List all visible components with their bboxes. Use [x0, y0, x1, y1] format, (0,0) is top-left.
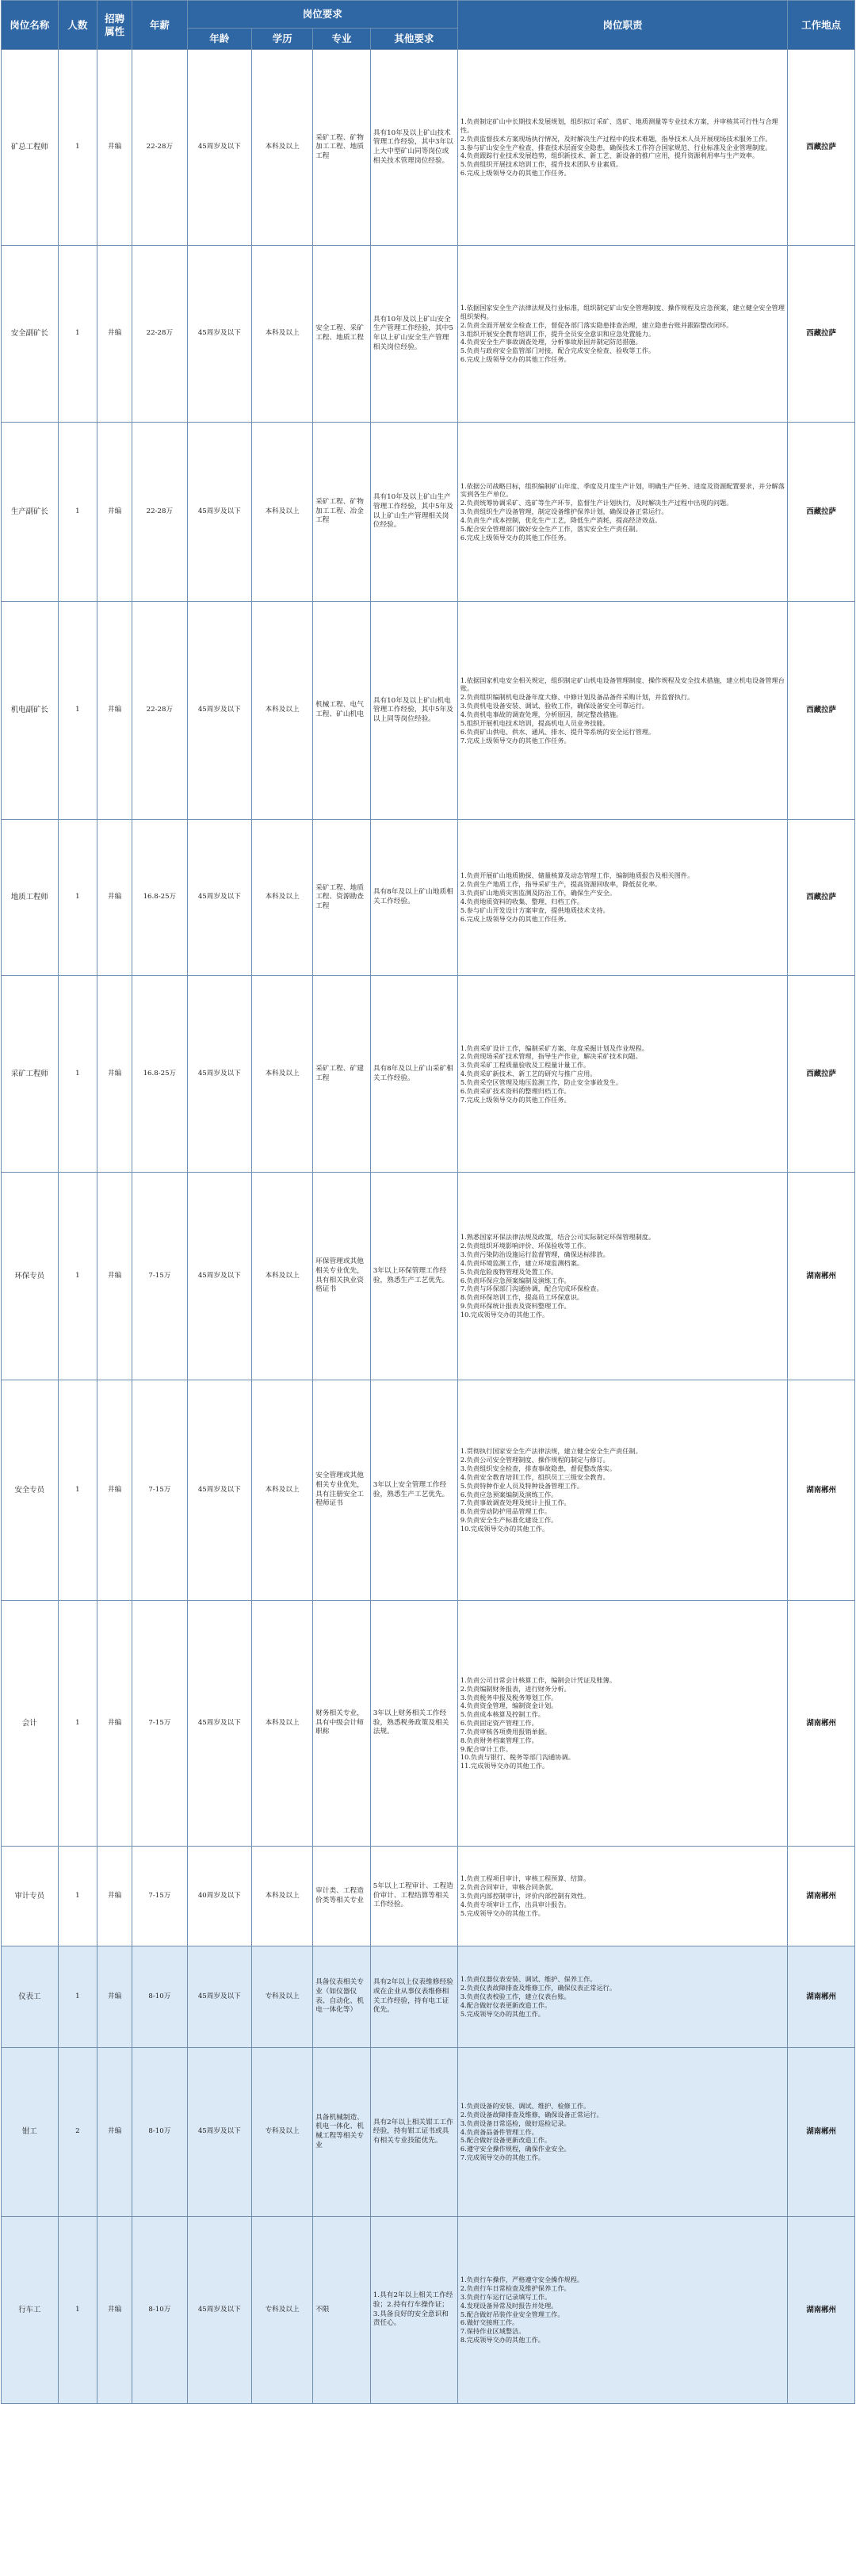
annual-salary: 7-15万 — [132, 1173, 187, 1380]
work-location: 湖南郴州 — [788, 1946, 855, 2048]
education-requirement: 本科及以上 — [252, 1847, 313, 1946]
duty-item: 2.负责统筹协调采矿、选矿等生产环节，监督生产计划执行，及时解决生产过程中出现的问题。 — [460, 499, 733, 507]
job-name: 审计专员 — [2, 1847, 59, 1946]
headcount: 1 — [58, 1601, 97, 1847]
job-duties — [457, 246, 787, 423]
header-other: 其他要求 — [370, 29, 457, 50]
other-requirement: 具有2年以上仪表维修经验或在企业从事仪表维修相关工作经验，持有电工证优先。 — [370, 1946, 457, 2048]
job-name: 地质工程师 — [2, 820, 59, 976]
age-requirement: 45周岁及以下 — [187, 2048, 251, 2217]
other-requirement: 具有8年及以上矿山采矿相关工作经验。 — [370, 976, 457, 1173]
duty-item: 4.负责跟踪行业技术发展趋势，组织新技术、新工艺、新设备的推广应用，提升资源利用率与生产效率。 — [460, 151, 759, 160]
job-name: 行车工 — [2, 2217, 59, 2404]
education-requirement: 本科及以上 — [252, 820, 313, 976]
duty-item: 7.完成领导交办的其他工作。 — [460, 2153, 545, 2162]
major-requirement: 财务相关专业，具有中级会计师职称 — [313, 1601, 371, 1847]
duty-item: 2.负责设备故障排查及维修，确保设备正常运行。 — [460, 2110, 603, 2119]
duty-item: 2.负责监督技术方案现场执行情况，及时解决生产过程中的技术难题，指导技术人员开展现场技术服务工作。 — [460, 134, 772, 143]
job-name: 安全副矿长 — [2, 246, 59, 423]
work-location: 湖南郴州 — [788, 2048, 855, 2217]
header-requirements: 岗位要求 — [187, 1, 457, 29]
job-duties — [457, 423, 787, 602]
education-requirement: 本科及以上 — [252, 50, 313, 246]
age-requirement: 45周岁及以下 — [187, 1601, 251, 1847]
table-row — [2, 976, 855, 1173]
hire-type: 井编 — [97, 1946, 132, 2048]
job-name: 钳工 — [2, 2048, 59, 2217]
age-requirement: 45周岁及以下 — [187, 976, 251, 1173]
annual-salary: 22-28万 — [132, 246, 187, 423]
duty-item: 5.配合做好设备更新改造工作。 — [460, 2136, 552, 2145]
table-header — [2, 1, 855, 50]
job-name: 采矿工程师 — [2, 976, 59, 1173]
duty-item: 1.依据国家安全生产法律法规及行业标准，组织制定矿山安全管理制度、操作规程及应急预案，建立健全安全管理组织架构。 — [460, 304, 785, 320]
duty-item: 3.组织开展安全教育培训工作，提升全员安全意识和应急处置能力。 — [460, 329, 655, 338]
job-name: 环保专员 — [2, 1173, 59, 1380]
duty-item: 5.负责组织开展技术培训工作，提升技术团队专业素质。 — [460, 160, 623, 169]
headcount: 1 — [58, 1380, 97, 1601]
duty-item: 9.配合审计工作。 — [460, 1744, 513, 1753]
duty-item: 7.保持作业区域整洁。 — [460, 2327, 525, 2336]
job-duties — [457, 602, 787, 820]
other-requirement: 5年以上工程审计、工程造价审计、工程结算等相关工作经验。 — [370, 1847, 457, 1946]
duty-item: 2.负责公司安全管理制度、操作规程的制定与修订。 — [460, 1456, 610, 1464]
job-duties — [457, 1847, 787, 1946]
job-duties — [457, 2217, 787, 2404]
duty-item: 4.负责环境监测工作，建立环境监测档案。 — [460, 1258, 584, 1267]
annual-salary: 8-10万 — [132, 1946, 187, 2048]
other-requirement: 1.具有2年以上相关工作经验；2.持有行车操作证；3.具备良好的安全意识和责任心。 — [370, 2217, 457, 2404]
duty-item: 10.完成领导交办的其他工作。 — [460, 1524, 549, 1533]
duty-item: 9.负责环保统计报表及资料整理工作。 — [460, 1302, 571, 1311]
duty-item: 10.完成领导交办的其他工作。 — [460, 1310, 549, 1319]
table-row — [2, 1601, 855, 1847]
age-requirement: 45周岁及以下 — [187, 50, 251, 246]
header-education: 学历 — [252, 29, 313, 50]
duty-item: 5.负责与政府安全监管部门对接，配合完成安全检查、验收等工作。 — [460, 346, 655, 355]
duty-item: 1.负责工程项目审计，审核工程预算、结算。 — [460, 1874, 590, 1883]
duty-item: 5.负责特种作业人员及特种设备管理工作。 — [460, 1481, 584, 1490]
hire-type: 井编 — [97, 2217, 132, 2404]
headcount: 1 — [58, 50, 97, 246]
duty-item: 5.负责采空区管理及地压监测工作，防止安全事故发生。 — [460, 1077, 623, 1086]
table-row — [2, 1380, 855, 1601]
duty-item: 2.负责组织编制机电设备年度大修、中修计划及备品备件采购计划，并监督执行。 — [460, 693, 694, 702]
other-requirement: 具有10年及以上矿山安全生产管理工作经验，其中5年以上矿山安全生产管理相关岗位经验。 — [370, 246, 457, 423]
duty-item: 3.负责采矿工程质量验收及工程量计量工作。 — [460, 1061, 590, 1070]
major-requirement: 具备仪表相关专业（如仪器仪表、自动化、机电一体化等） — [313, 1946, 371, 2048]
duty-item: 2.负责现场采矿技术管理，指导生产作业，解决采矿技术问题。 — [460, 1052, 642, 1061]
duty-item: 6.负责应急预案编制及演练工作。 — [460, 1490, 558, 1499]
duty-item: 4.负责备品备件管理工作。 — [460, 2127, 538, 2136]
other-requirement: 3年以上环保管理工作经验，熟悉生产工艺优先。 — [370, 1173, 457, 1380]
hire-type: 井编 — [97, 602, 132, 820]
age-requirement: 45周岁及以下 — [187, 1946, 251, 2048]
table-body — [2, 50, 855, 2404]
duty-item: 3.负责矿山地质灾害监测及防治工作，确保生产安全。 — [460, 889, 617, 898]
job-duties — [457, 50, 787, 246]
job-name: 机电副矿长 — [2, 602, 59, 820]
duty-item: 3.负责行车运行记录填写工作。 — [460, 2292, 552, 2301]
table-row — [2, 1946, 855, 2048]
header-location: 工作地点 — [788, 1, 855, 50]
duty-item: 1.负责行车操作，严格遵守安全操作规程。 — [460, 2276, 584, 2284]
job-duties — [457, 1380, 787, 1601]
job-duties — [457, 976, 787, 1173]
hire-type: 井编 — [97, 1601, 132, 1847]
age-requirement: 45周岁及以下 — [187, 2217, 251, 2404]
headcount: 1 — [58, 1946, 97, 2048]
duty-item: 2.负责仪表故障排查及维修工作，确保仪表正常运行。 — [460, 1984, 617, 1992]
duty-item: 4.发现设备异常及时报告并处理。 — [460, 2301, 558, 2310]
headcount: 1 — [58, 820, 97, 976]
duty-item: 4.负责机电事故的调查处理，分析原因，制定整改措施。 — [460, 710, 623, 718]
duty-item: 2.负责组织环境影响评价、环保验收等工作。 — [460, 1242, 590, 1250]
age-requirement: 45周岁及以下 — [187, 820, 251, 976]
duty-item: 1.贯彻执行国家安全生产法律法规，建立健全安全生产责任制。 — [460, 1447, 642, 1456]
duty-item: 5.负责成本核算及控制工作。 — [460, 1710, 545, 1719]
duty-item: 6.负责固定资产管理工作。 — [460, 1719, 538, 1728]
duty-item: 1.依据公司战略目标，组织编制矿山年度、季度及月度生产计划，明确生产任务、进度及资源配置要求，并分解落实到各生产单位。 — [460, 481, 785, 499]
duty-item: 1.负责仪器仪表安装、调试、维护、保养工作。 — [460, 1975, 597, 1984]
duty-item: 4.负责专项审计工作，出具审计报告。 — [460, 1900, 571, 1908]
hire-type: 井编 — [97, 1173, 132, 1380]
other-requirement: 具有10年及以上矿山生产管理工作经验，其中5年及以上矿山生产管理相关岗位经验。 — [370, 423, 457, 602]
duty-item: 2.负责编制财务报表，进行财务分析。 — [460, 1684, 571, 1693]
education-requirement: 专科及以上 — [252, 2217, 313, 2404]
headcount: 1 — [58, 976, 97, 1173]
duty-item: 1.熟悉国家环保法律法规及政策，结合公司实际制定环保管理制度。 — [460, 1233, 655, 1242]
header-age: 年龄 — [187, 29, 251, 50]
duty-item: 5.负责危险废物管理及处置工作。 — [460, 1267, 558, 1276]
header-salary: 年薪 — [132, 1, 187, 50]
duty-item: 6.负责环保应急预案编制及演练工作。 — [460, 1276, 571, 1284]
work-location: 湖南郴州 — [788, 1380, 855, 1601]
header-type: 招聘属性 — [97, 1, 132, 50]
annual-salary: 8-10万 — [132, 2217, 187, 2404]
education-requirement: 专科及以上 — [252, 2048, 313, 2217]
work-location: 湖南郴州 — [788, 2217, 855, 2404]
duty-item: 2.负责合同审计，审核合同条款。 — [460, 1883, 558, 1892]
table-row — [2, 820, 855, 976]
other-requirement: 具有8年及以上矿山地质相关工作经验。 — [370, 820, 457, 976]
hire-type: 井编 — [97, 1380, 132, 1601]
job-name: 会计 — [2, 1601, 59, 1847]
duty-item: 10.负责与银行、税务等部门沟通协调。 — [460, 1753, 575, 1762]
work-location: 西藏拉萨 — [788, 50, 855, 246]
duty-item: 4.负责地质资料的收集、整理、归档工作。 — [460, 898, 584, 905]
duty-item: 7.完成上级领导交办的其他工作任务。 — [460, 736, 571, 744]
duty-item: 4.配合做好仪表更新改造工作。 — [460, 2000, 552, 2009]
duty-item: 5.参与矿山开发设计方案审查，提供地质技术支持。 — [460, 905, 610, 914]
annual-salary: 7-15万 — [132, 1847, 187, 1946]
duty-item: 3.负责组织安全检查，排查事故隐患，督促整改落实。 — [460, 1464, 617, 1472]
job-name: 仪表工 — [2, 1946, 59, 2048]
duty-item: 7.负责事故调查处理及统计上报工作。 — [460, 1499, 571, 1507]
duty-item: 4.负责安全教育培训工作，组织员工三级安全教育。 — [460, 1472, 610, 1481]
duty-item: 4.负责生产成本控制，优化生产工艺，降低生产消耗，提高经济效益。 — [460, 515, 662, 524]
duty-item: 3.负责污染防治设施运行监督管理，确保达标排放。 — [460, 1250, 610, 1258]
education-requirement: 本科及以上 — [252, 602, 313, 820]
table-row — [2, 2048, 855, 2217]
job-name: 生产副矿长 — [2, 423, 59, 602]
header-major: 专业 — [313, 29, 371, 50]
major-requirement: 机械工程、电气工程、矿山机电 — [313, 602, 371, 820]
duty-item: 7.负责审核各项费用报销单据。 — [460, 1727, 552, 1736]
table-row — [2, 2217, 855, 2404]
major-requirement: 采矿工程、矿物加工工程、地质工程 — [313, 50, 371, 246]
annual-salary: 22-28万 — [132, 423, 187, 602]
table-row — [2, 423, 855, 602]
duty-item: 6.完成上级领导交办的其他工作任务。 — [460, 533, 571, 542]
duty-item: 3.负责内部控制审计，评价内部控制有效性。 — [460, 1892, 590, 1900]
hire-type: 井编 — [97, 976, 132, 1173]
duty-item: 8.负责劳动防护用品管理工作。 — [460, 1507, 552, 1516]
hire-type: 井编 — [97, 2048, 132, 2217]
hire-type: 井编 — [97, 246, 132, 423]
work-location: 西藏拉萨 — [788, 423, 855, 602]
job-name: 矿总工程师 — [2, 50, 59, 246]
work-location: 湖南郴州 — [788, 1173, 855, 1380]
duty-item: 5.配合做好吊装作业安全管理工作。 — [460, 2310, 564, 2318]
job-duties — [457, 2048, 787, 2217]
duty-item: 6.完成上级领导交办的其他工作任务。 — [460, 914, 571, 923]
major-requirement: 采矿工程、矿物加工工程、冶金工程 — [313, 423, 371, 602]
duty-item: 1.负责设备的安装、调试、维护、检修工作。 — [460, 2102, 590, 2111]
recruitment-table — [1, 0, 855, 2404]
headcount: 1 — [58, 246, 97, 423]
annual-salary: 22-28万 — [132, 602, 187, 820]
headcount: 1 — [58, 1847, 97, 1946]
duty-item: 1.负责制定矿山中长期技术发展规划，组织拟订采矿、选矿、地质测量等专业技术方案，并审核其可行性与合理性。 — [460, 117, 778, 134]
other-requirement: 3年以上财务相关工作经验，熟悉税务政策及相关法规。 — [370, 1601, 457, 1847]
age-requirement: 45周岁及以下 — [187, 602, 251, 820]
duty-item: 4.负责采矿新技术、新工艺的研究与推广应用。 — [460, 1070, 597, 1078]
age-requirement: 45周岁及以下 — [187, 1380, 251, 1601]
education-requirement: 本科及以上 — [252, 1380, 313, 1601]
other-requirement: 具有2年以上相关钳工工作经验，持有钳工证书或具有相关专业技能优先。 — [370, 2048, 457, 2217]
work-location: 湖南郴州 — [788, 1601, 855, 1847]
duty-item: 5.完成领导交办的其他工作。 — [460, 1908, 545, 1917]
duty-item: 2.负责行车日常检查及维护保养工作。 — [460, 2283, 571, 2292]
other-requirement: 具有10年及以上矿山技术管理工作经验，其中3年以上大中型矿山同等岗位或相关技术管理岗位经验。 — [370, 50, 457, 246]
other-requirement: 3年以上安全管理工作经验，熟悉生产工艺优先。 — [370, 1380, 457, 1601]
job-duties — [457, 1946, 787, 2048]
duty-item: 6.完成上级领导交办的其他工作任务。 — [460, 355, 571, 364]
table-row — [2, 246, 855, 423]
hire-type: 井编 — [97, 50, 132, 246]
work-location: 西藏拉萨 — [788, 246, 855, 423]
annual-salary: 7-15万 — [132, 1601, 187, 1847]
major-requirement: 采矿工程、地质工程、资源勘查工程 — [313, 820, 371, 976]
education-requirement: 专科及以上 — [252, 1946, 313, 2048]
header-count: 人数 — [58, 1, 97, 50]
duty-item: 8.负责环保培训工作，提高员工环保意识。 — [460, 1293, 584, 1302]
duty-item: 5.配合安全管理部门做好安全生产工作，落实安全生产责任制。 — [460, 524, 642, 533]
work-location: 西藏拉萨 — [788, 976, 855, 1173]
duty-item: 3.负责组织生产设备管理，制定设备维护保养计划，确保设备正常运行。 — [460, 507, 668, 516]
duty-item: 1.负责开展矿山地质勘探、储量核算及动态管理工作，编制地质报告及相关图件。 — [460, 871, 694, 880]
major-requirement: 采矿工程、矿建工程 — [313, 976, 371, 1173]
job-duties — [457, 1601, 787, 1847]
duty-item: 3.负责机电设备安装、调试、验收工作，确保设备安全可靠运行。 — [460, 702, 648, 710]
duty-item: 9.负责安全生产标准化建设工作。 — [460, 1516, 558, 1525]
duty-item: 2.负责生产地质工作，指导采矿生产，提高资源回收率，降低贫化率。 — [460, 880, 662, 889]
duty-item: 2.负责全面开展安全检查工作，督促各部门落实隐患排查治理，建立隐患台账并跟踪整改闭环。 — [460, 320, 733, 329]
annual-salary: 7-15万 — [132, 1380, 187, 1601]
duty-item: 8.完成领导交办的其他工作。 — [460, 2336, 545, 2344]
job-name: 安全专员 — [2, 1380, 59, 1601]
annual-salary: 8-10万 — [132, 2048, 187, 2217]
education-requirement: 本科及以上 — [252, 1173, 313, 1380]
duty-item: 6.负责采矿技术资料的整理归档工作。 — [460, 1086, 571, 1095]
major-requirement: 不限 — [313, 2217, 371, 2404]
headcount: 1 — [58, 1173, 97, 1380]
age-requirement: 45周岁及以下 — [187, 246, 251, 423]
hire-type: 井编 — [97, 423, 132, 602]
duty-item: 4.负责安全生产事故调查处理，分析事故原因并制定防范措施。 — [460, 338, 642, 346]
duty-item: 6.负责矿山供电、供水、通风、排水、提升等系统的安全运行管理。 — [460, 727, 655, 736]
duty-item: 4.负责资金管理，编制资金计划。 — [460, 1701, 558, 1710]
hire-type: 井编 — [97, 820, 132, 976]
education-requirement: 本科及以上 — [252, 1601, 313, 1847]
work-location: 西藏拉萨 — [788, 602, 855, 820]
education-requirement: 本科及以上 — [252, 976, 313, 1173]
annual-salary: 22-28万 — [132, 50, 187, 246]
work-location: 西藏拉萨 — [788, 820, 855, 976]
major-requirement: 环保管理或其他相关专业优先，具有相关执业资格证书 — [313, 1173, 371, 1380]
major-requirement: 具备机械制造、机电一体化、机械工程等相关专业 — [313, 2048, 371, 2217]
major-requirement: 审计类、工程造价类等相关专业 — [313, 1847, 371, 1946]
headcount: 1 — [58, 2217, 97, 2404]
headcount: 1 — [58, 602, 97, 820]
duty-item: 6.遵守安全操作规程，确保作业安全。 — [460, 2145, 571, 2153]
major-requirement: 安全工程、采矿工程、地质工程 — [313, 246, 371, 423]
duty-item: 5.完成领导交办的其他工作。 — [460, 2009, 545, 2018]
duty-item: 3.负责仪表校验工作，建立仪表台账。 — [460, 1992, 571, 2001]
hire-type: 井编 — [97, 1847, 132, 1946]
headcount: 2 — [58, 2048, 97, 2217]
age-requirement: 45周岁及以下 — [187, 1173, 251, 1380]
duty-item: 11.完成领导交办的其他工作。 — [460, 1762, 549, 1770]
job-duties — [457, 1173, 787, 1380]
duty-item: 5.组织开展机电技术培训，提高机电人员业务技能。 — [460, 718, 610, 727]
education-requirement: 本科及以上 — [252, 423, 313, 602]
headcount: 1 — [58, 423, 97, 602]
work-location: 湖南郴州 — [788, 1847, 855, 1946]
header-name: 岗位名称 — [2, 1, 59, 50]
table-row — [2, 602, 855, 820]
duty-item: 1.负责采矿设计工作，编制采矿方案、年度采掘计划及作业规程。 — [460, 1043, 648, 1052]
duty-item: 6.完成上级领导交办的其他工作任务。 — [460, 169, 571, 178]
duty-item: 8.负责财务档案管理工作。 — [460, 1736, 538, 1744]
table-row — [2, 1173, 855, 1380]
duty-item: 3.负责设备日常巡检，做好巡检记录。 — [460, 2119, 571, 2127]
duty-item: 1.依据国家机电安全相关规定，组织制定矿山机电设备管理制度、操作规程及安全技术措施，建立机电设备管理台账。 — [460, 676, 785, 693]
major-requirement: 安全管理或其他相关专业优先，具有注册安全工程师证书 — [313, 1380, 371, 1601]
other-requirement: 具有10年及以上矿山机电管理工作经验，其中5年及以上同等岗位经验。 — [370, 602, 457, 820]
duty-item: 7.完成上级领导交办的其他工作任务。 — [460, 1095, 571, 1104]
header-duty: 岗位职责 — [457, 1, 787, 50]
table-row — [2, 1847, 855, 1946]
duty-item: 3.负责税务申报及税务筹划工作。 — [460, 1693, 558, 1701]
duty-item: 3.参与矿山安全生产检查，排查技术层面安全隐患，确保技术工作符合国家规范、行业标准及企业管理制度。 — [460, 143, 772, 151]
duty-item: 7.负责与环保部门沟通协调，配合完成环保检查。 — [460, 1284, 603, 1293]
job-duties — [457, 820, 787, 976]
duty-item: 1.负责公司日常会计核算工作，编制会计凭证及账簿。 — [460, 1675, 617, 1684]
age-requirement: 45周岁及以下 — [187, 423, 251, 602]
education-requirement: 本科及以上 — [252, 246, 313, 423]
annual-salary: 16.8-25万 — [132, 976, 187, 1173]
table-row — [2, 50, 855, 246]
annual-salary: 16.8-25万 — [132, 820, 187, 976]
age-requirement: 40周岁及以下 — [187, 1847, 251, 1946]
duty-item: 6.做好交接班工作。 — [460, 2318, 519, 2327]
